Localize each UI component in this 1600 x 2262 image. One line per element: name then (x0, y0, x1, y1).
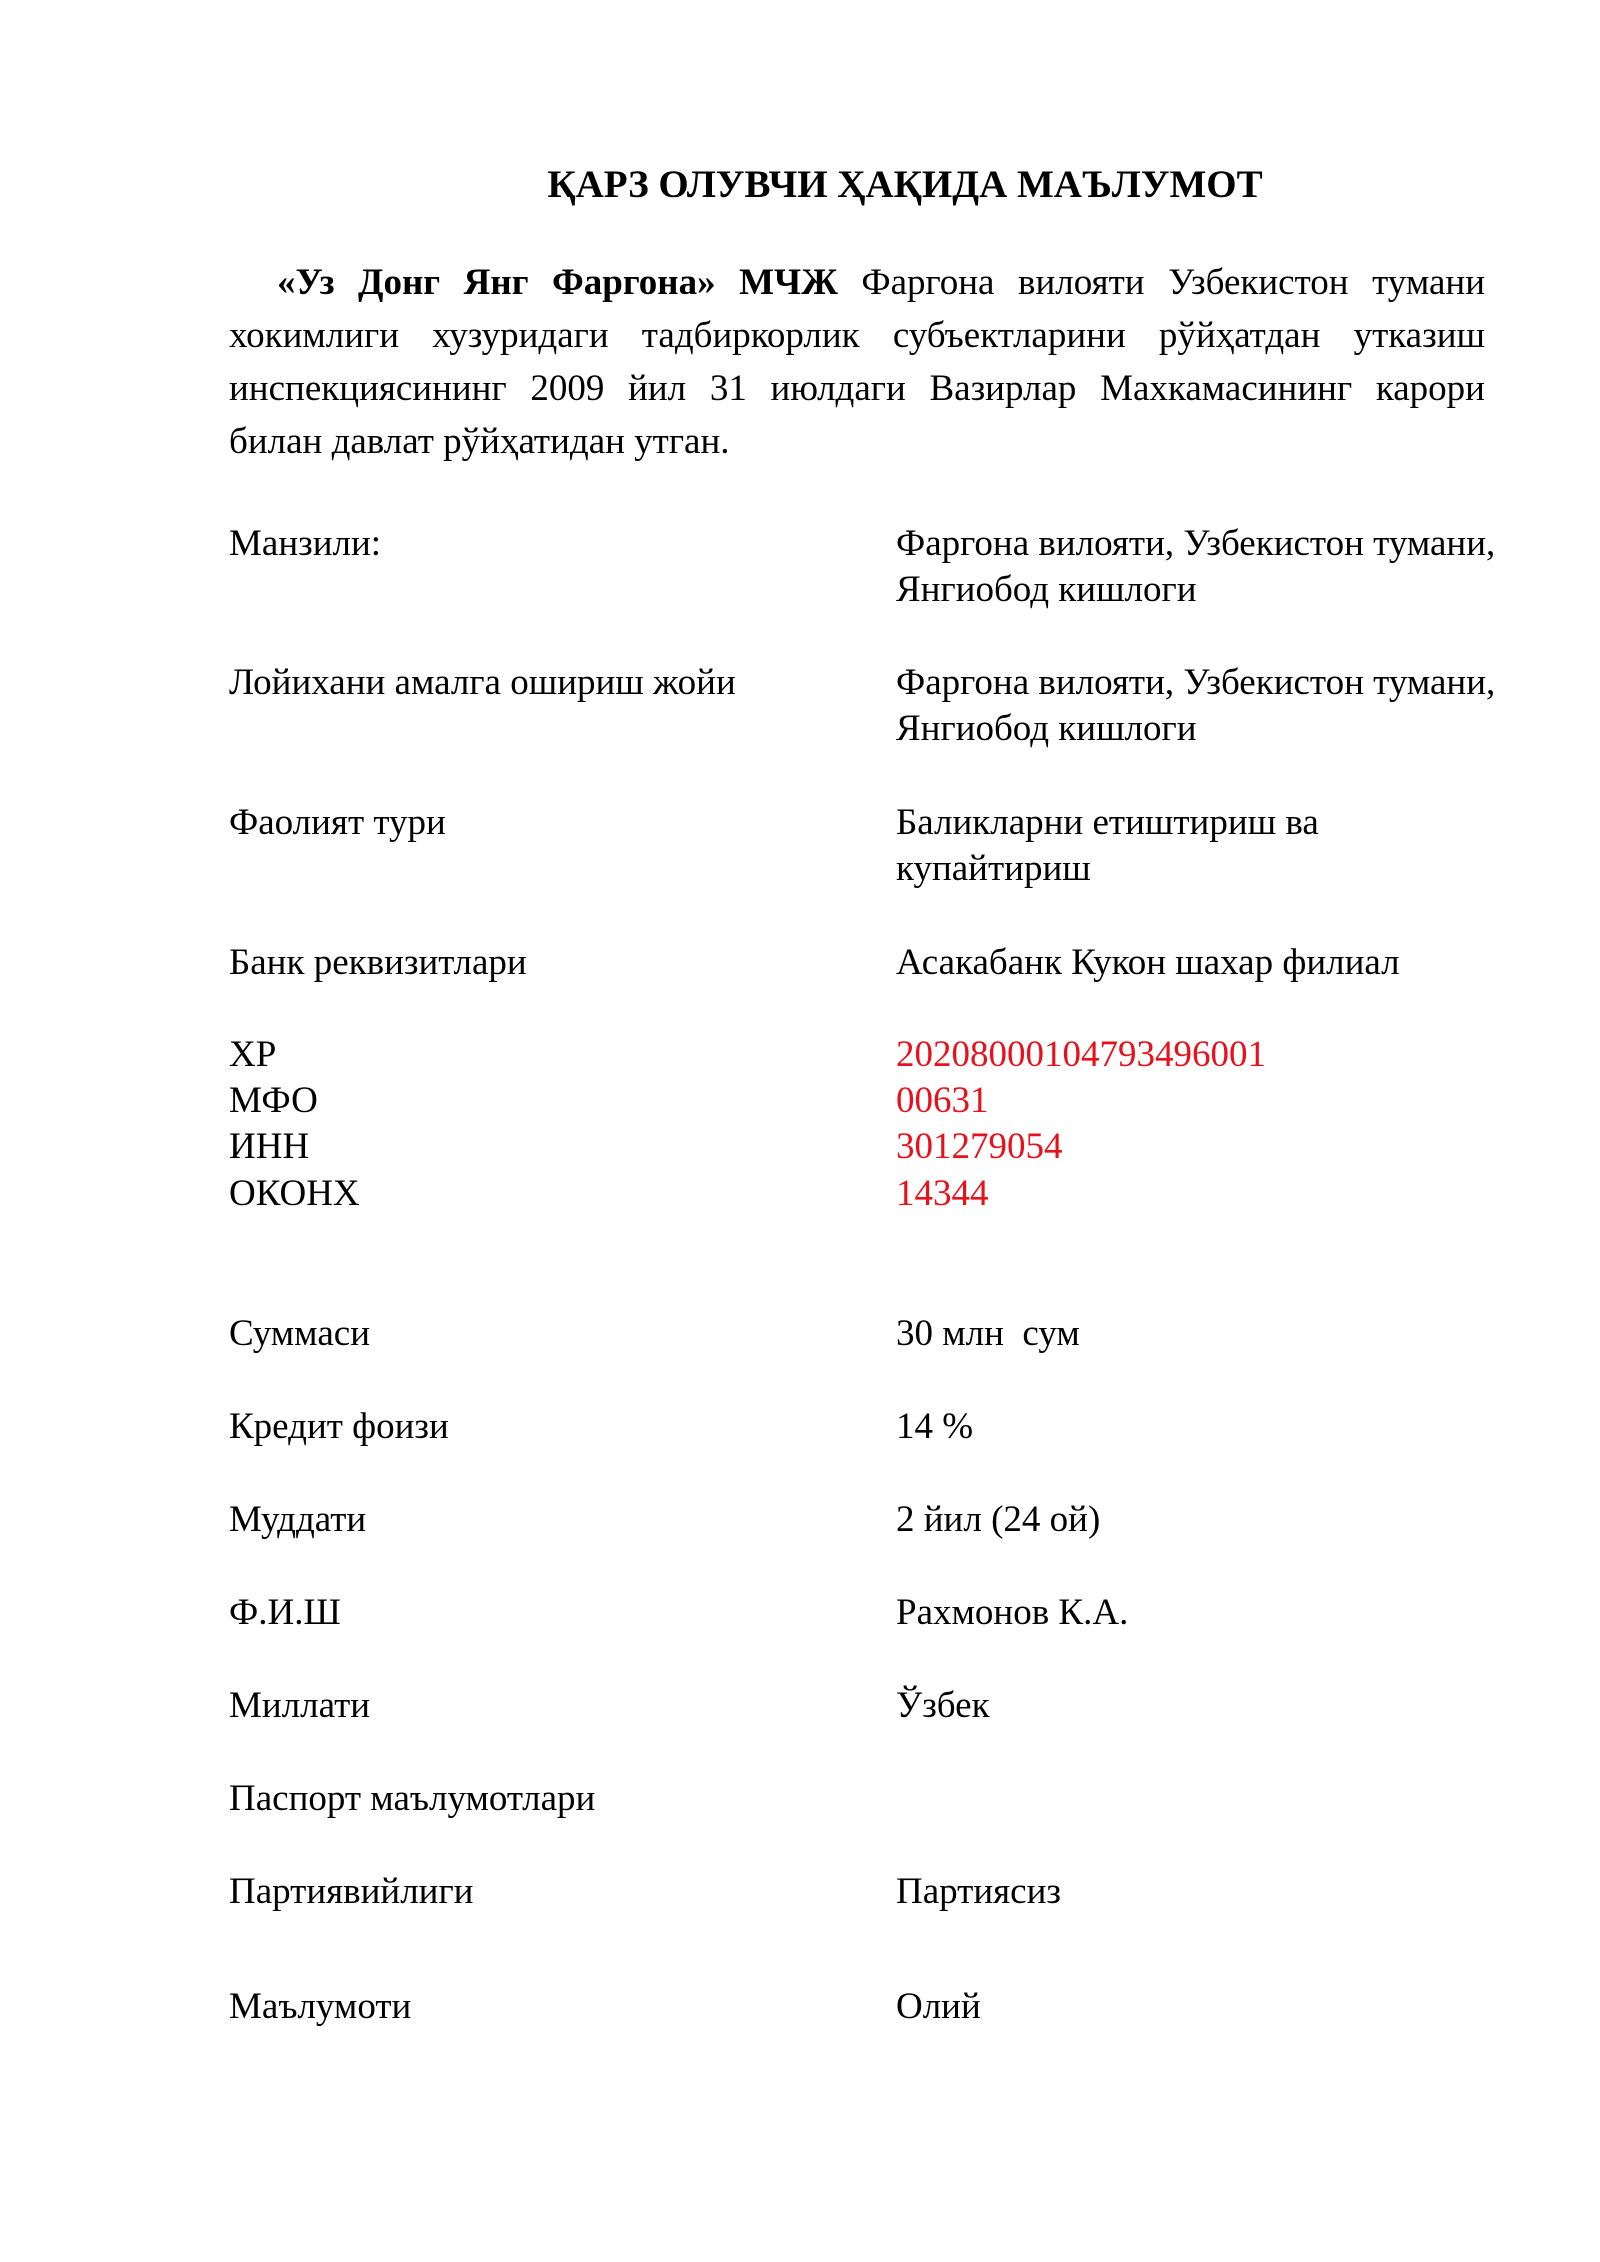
intro-paragraph (229, 256, 1485, 468)
label-party: Партиявийлиги (229, 1871, 474, 1912)
label-bank: Банк реквизитлари (229, 942, 527, 983)
value-education: Олий (896, 1986, 981, 2027)
value-term: 2 йил (24 ой) (896, 1499, 1101, 1540)
value-interest: 14 % (896, 1406, 974, 1447)
value-address: Фаргона вилояти, Узбекистон тумани, Янгиобод кишлоги (896, 523, 1496, 610)
label-account: ХР (229, 1034, 277, 1075)
value-bank: Асакабанк Кукон шахар филиал (896, 942, 1400, 983)
value-okonh: 14344 (896, 1173, 989, 1214)
value-account: 20208000104793496001 (896, 1034, 1266, 1075)
label-address: Манзили: (229, 523, 382, 564)
label-name: Ф.И.Ш (229, 1592, 341, 1633)
label-nationality: Миллати (229, 1685, 371, 1726)
label-inn: ИНН (229, 1126, 310, 1167)
value-amount: 30 млн сум (896, 1313, 1080, 1354)
document-title: ҚАРЗ ОЛУВЧИ ҲАҚИДА МАЪЛУМОТ (547, 163, 1263, 206)
value-project-site: Фаргона вилояти, Узбекистон тумани, Янгиобод кишлоги (896, 662, 1496, 749)
label-okonh: ОКОНХ (229, 1173, 360, 1214)
label-project-site: Лойихани амалга ошириш жойи (229, 662, 736, 703)
value-inn: 301279054 (896, 1126, 1063, 1167)
intro-text: Фаргона вилояти Узбекистон тумани хокимлиги хузуридаги тадбиркорлик субъектларини рўйҳатдан утказиш инспекциясининг 2009 йил 31 июлдаги Вазирлар Махкамасининг карори билан давлат рўйҳатидан утган. (229, 262, 1485, 462)
label-mfo: МФО (229, 1080, 318, 1121)
value-name: Рахмонов К.А. (896, 1592, 1129, 1633)
label-education: Маълумоти (229, 1986, 412, 2027)
value-nationality: Ўзбек (896, 1685, 990, 1726)
label-amount: Суммаси (229, 1313, 370, 1354)
value-party: Партиясиз (896, 1871, 1061, 1912)
label-interest: Кредит фоизи (229, 1406, 449, 1447)
label-activity: Фаолият тури (229, 802, 446, 843)
value-mfo: 00631 (896, 1080, 989, 1121)
company-name: «Уз Донг Янг Фаргона» МЧЖ (277, 262, 838, 303)
label-term: Муддати (229, 1499, 367, 1540)
label-passport: Паспорт маълумотлари (229, 1778, 596, 1819)
value-activity: Баликларни етиштириш ва купайтириш (896, 802, 1319, 889)
